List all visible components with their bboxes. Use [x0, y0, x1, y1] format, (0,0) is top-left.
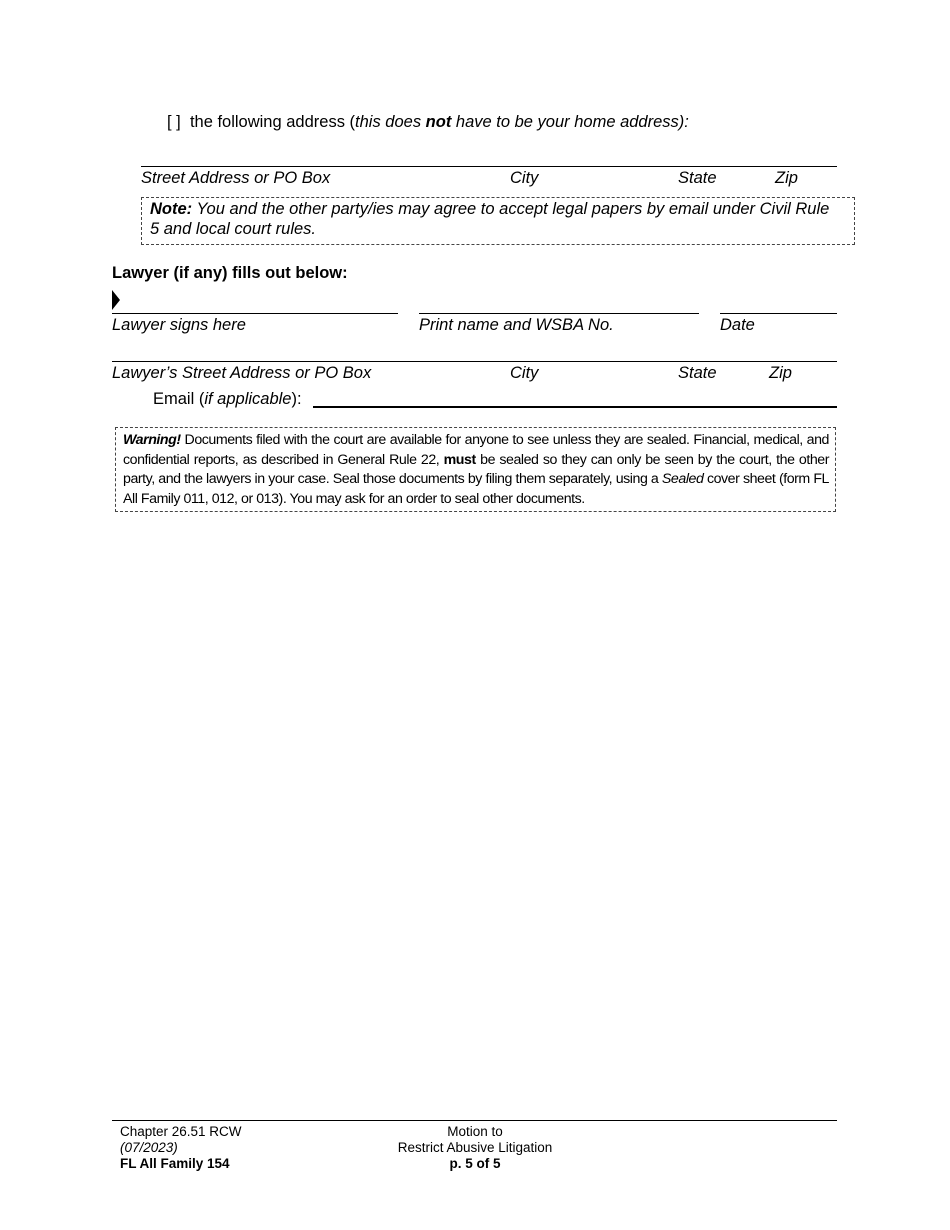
lawyer-signs-label: Lawyer signs here [112, 316, 246, 334]
signature-arrow-icon [112, 290, 120, 310]
address-option-lead: the following address ( [189, 113, 356, 131]
footer-date: (07/2023) [120, 1140, 178, 1155]
lawyer-date-label: Date [720, 316, 755, 334]
note-label: Note: [150, 200, 193, 218]
address-option-line [167, 112, 689, 132]
address-state-label: State [678, 169, 717, 187]
warning-box [115, 427, 836, 512]
footer-form: FL All Family 154 [120, 1156, 230, 1171]
address-option-italic-pre: this does [355, 113, 426, 131]
warning-text-2: be sealed so they can only be seen by the court, the other party, and the lawyers in your case. Seal those documents by filing them separately, using a [123, 451, 829, 487]
lawyer-city-label: City [510, 364, 539, 382]
warning-text-3: cover sheet (form FL All Family 011, 012, or 013). You may ask for an order to seal other documents. [123, 471, 829, 507]
lawyer-zip-label: Zip [769, 364, 792, 382]
address-zip-label: Zip [775, 169, 798, 187]
lawyer-print-name-line[interactable] [419, 313, 699, 314]
footer-title-line1: Motion to [447, 1124, 503, 1139]
address-street-label: Street Address or PO Box [141, 169, 331, 187]
footer-rule [112, 1120, 837, 1121]
warning-must: must [443, 451, 476, 468]
note-box [141, 197, 855, 245]
lawyer-signature-line[interactable] [112, 313, 398, 314]
lawyer-date-line[interactable] [720, 313, 837, 314]
lawyer-state-label: State [678, 364, 717, 382]
address-city-label: City [510, 169, 539, 187]
warning-text-1: Documents filed with the court are available for anyone to see unless they are sealed. Financial, medical, and confidential reports, as described in General Rule 22, [123, 432, 829, 468]
footer-title-line2: Restrict Abusive Litigation [397, 1140, 553, 1155]
email-suffix: ): [291, 390, 302, 408]
note-body: You and the other party/ies may agree to accept legal papers by email under Civil Rule 5 and local court rules. [150, 200, 830, 238]
lawyer-email-label [153, 389, 302, 409]
lawyer-heading: Lawyer (if any) fills out below: [112, 264, 348, 282]
address-option-bold: not [425, 113, 452, 131]
lawyer-street-label: Lawyer’s Street Address or PO Box [112, 364, 372, 382]
lawyer-address-line[interactable] [112, 361, 837, 362]
lawyer-email-line[interactable] [313, 406, 837, 408]
warning-sealed: Sealed [661, 471, 704, 487]
warning-text [123, 431, 829, 509]
footer-page: p. 5 of 5 [449, 1156, 501, 1171]
address-option-checkbox[interactable]: [ ] [167, 113, 181, 131]
email-prefix: Email ( [153, 390, 205, 408]
note-text [150, 199, 840, 239]
footer-chapter: Chapter 26.51 RCW [120, 1124, 242, 1139]
email-italic: if applicable [204, 390, 292, 408]
address-option-tail: ): [678, 113, 689, 131]
address-option-italic-post: have to be your home address [451, 113, 679, 131]
address-fill-line[interactable] [141, 166, 837, 167]
lawyer-print-name-label: Print name and WSBA No. [419, 316, 614, 334]
warning-label: Warning! [123, 432, 181, 448]
